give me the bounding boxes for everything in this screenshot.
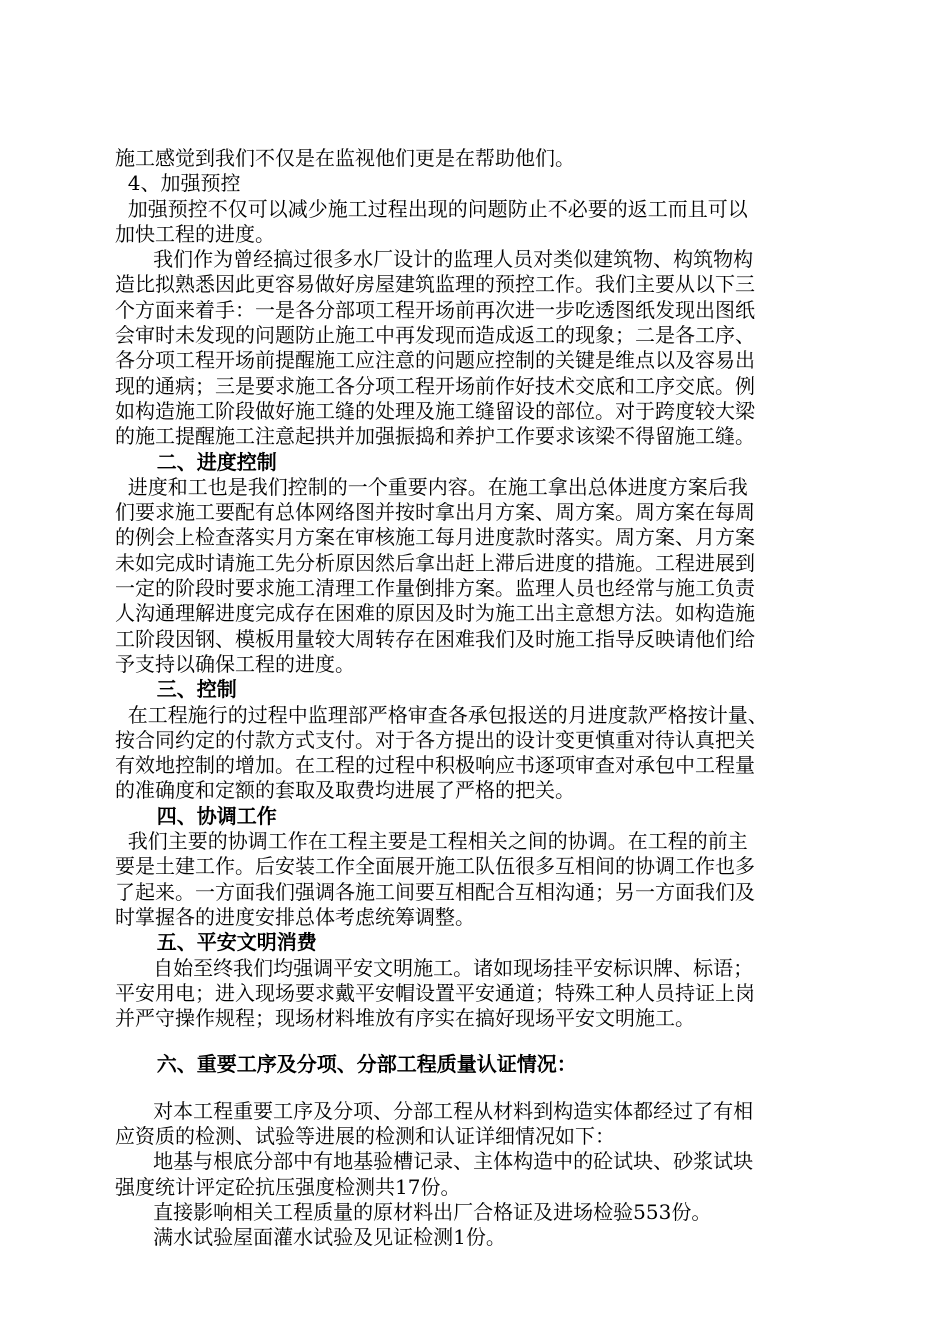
text-line: 的准确度和定额的套取及取费均进展了严格的把关。 — [115, 778, 575, 803]
text-line: 平安用电；进入现场要求戴平安帽设置平安通道；特殊工种人员持证上岗 — [115, 980, 755, 1005]
text-line: 会审时未发现的问题防止施工中再发现而造成返工的现象；二是各工序、 — [115, 323, 755, 348]
spacer — [115, 1031, 840, 1052]
text-line: 造比拟熟悉因此更容易做好房屋建筑监理的预控工作。我们主要从以下三 — [115, 272, 755, 297]
text-line: 要是土建工作。后安装工作全面展开施工队伍很多互相间的协调工作也多 — [115, 854, 755, 879]
document-page — [115, 146, 840, 1250]
text-line: 我们主要的协调工作在工程主要是工程相关之间的协调。在工程的前主 — [115, 829, 748, 854]
text-line: 施工感觉到我们不仅是在监视他们更是在帮助他们。 — [115, 146, 575, 170]
text-line: 们要求施工要配有总体网络图并按时拿出月方案、周方案。周方案在每周 — [115, 500, 755, 525]
section-heading: 六、重要工序及分项、分部工程质量认证情况： — [115, 1052, 577, 1077]
section-heading: 4、加强预控 — [115, 171, 241, 196]
text-line: 按合同约定的付款方式支付。对于各方提出的设计变更慎重对待认真把关 — [115, 727, 755, 752]
text-line: 在工程施行的过程中监理部严格审查各承包报送的月进度款严格按计量、 — [115, 702, 768, 727]
text-line: 并严守操作规程；现场材料堆放有序实在搞好现场平安文明施工。 — [115, 1006, 695, 1031]
section-heading: 二、进度控制 — [115, 449, 277, 474]
text-line: 未如完成时请施工先分析原因然后拿出赶上滞后进度的措施。工程进展到 — [115, 550, 755, 575]
text-line: 对本工程重要工序及分项、分部工程从材料到构造实体都经过了有相 — [115, 1098, 754, 1123]
text-line: 各分项工程开场前提醒施工应注意的问题应控制的关键是维点以及容易出 — [115, 348, 755, 373]
text-line: 应资质的检测、试验等进展的检测和认证详细情况如下： — [115, 1123, 615, 1148]
text-line: 我们作为曾经搞过很多水厂设计的监理人员对类似建筑物、构筑物构 — [115, 247, 754, 272]
section-heading: 三、控制 — [115, 677, 237, 702]
spacer — [115, 1078, 840, 1099]
text-line: 直接影响相关工程质量的原材料出厂合格证及进场检验553份。 — [115, 1199, 712, 1224]
text-line: 一定的阶段时要求施工清理工作量倒排方案。监理人员也经常与施工负责 — [115, 576, 755, 601]
text-line: 满水试验屋面灌水试验及见证检测1份。 — [115, 1225, 506, 1250]
section-heading: 五、平安文明消费 — [115, 930, 317, 955]
text-line: 工阶段因钢、模板用量较大周转存在困难我们及时施工指导反映请他们给 — [115, 626, 755, 651]
text-line: 的例会上检查落实月方案在审核施工每月进度款时落实。周方案、月方案 — [115, 525, 755, 550]
text-line: 予支持以确保工程的进度。 — [115, 651, 355, 676]
text-line: 个方面来着手：一是各分部项工程开场前再次进一步吃透图纸发现出图纸 — [115, 297, 755, 322]
text-line: 人沟通理解进度完成存在困难的原因及时为施工出主意想方法。如构造施 — [115, 601, 755, 626]
text-line: 地基与根底分部中有地基验槽记录、主体构造中的砼试块、砂浆试块 — [115, 1149, 754, 1174]
text-line: 有效地控制的增加。在工程的过程中积极响应书逐项审查对承包中工程量 — [115, 753, 755, 778]
text-line: 加快工程的进度。 — [115, 221, 275, 246]
text-line: 加强预控不仅可以减少施工过程出现的问题防止不必要的返工而且可以 — [115, 196, 748, 221]
text-line: 自始至终我们均强调平安文明施工。诸如现场挂平安标识牌、标语； — [115, 955, 754, 980]
text-line: 了起来。一方面我们强调各施工间要互相配合互相沟通；另一方面我们及 — [115, 879, 755, 904]
section-heading: 四、协调工作 — [115, 803, 277, 828]
text-line: 时掌握各的进度安排总体考虑统筹调整。 — [115, 904, 475, 929]
text-line: 强度统计评定砼抗压强度检测共17份。 — [115, 1174, 461, 1199]
text-line: 进度和工也是我们控制的一个重要内容。在施工拿出总体进度方案后我 — [115, 474, 748, 499]
text-line: 的施工提醒施工注意起拱并加强振捣和养护工作要求该梁不得留施工缝。 — [115, 424, 755, 449]
text-line: 如构造施工阶段做好施工缝的处理及施工缝留设的部位。对于跨度较大梁 — [115, 398, 755, 423]
text-line: 现的通病；三是要求施工各分项工程开场前作好技术交底和工序交底。例 — [115, 373, 755, 398]
